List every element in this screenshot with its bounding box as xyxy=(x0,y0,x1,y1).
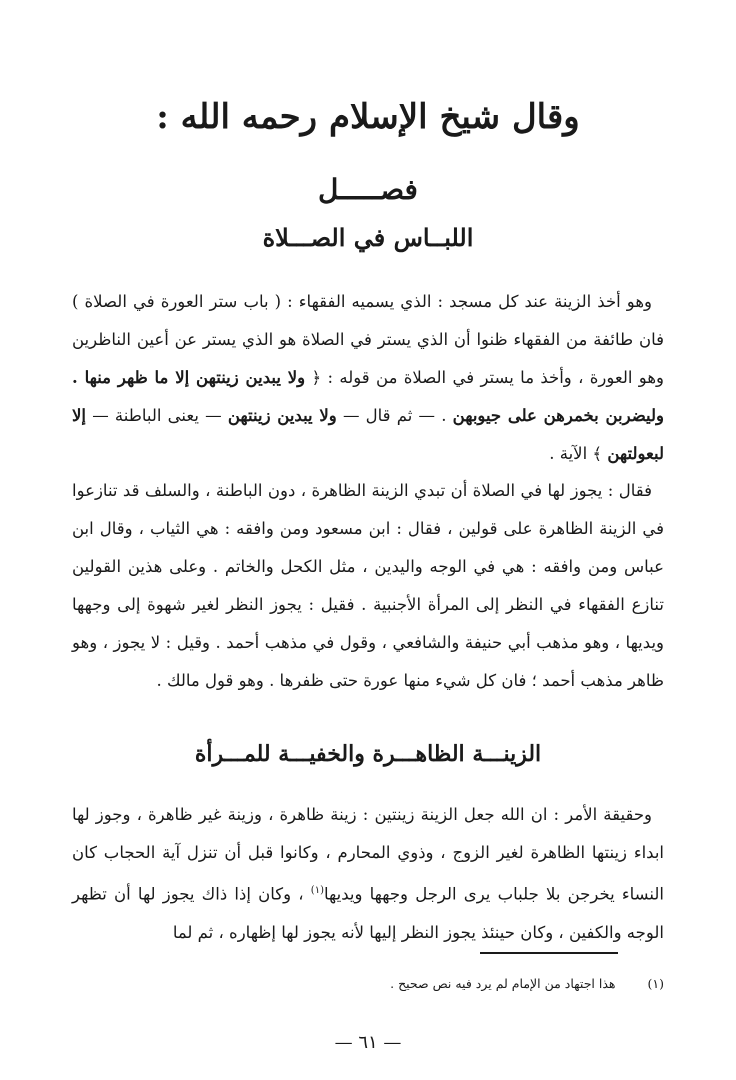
paragraph-1-text-d: ﴾ الآية . xyxy=(549,444,603,463)
paragraph-1-text-b: . — ثم قال — xyxy=(342,406,447,425)
page-number: — ٦١ — xyxy=(334,1032,402,1053)
paragraph-2: فقال : يجوز لها في الصلاة أن تبدي الزينة الظاهرة ، دون الباطنة ، والسلف قد تنازعوا في الزينة الظاهرة على قولين ، فقال : ابن مسعود ومن وافقه : هي الثياب ، وقال ابن عباس ومن وافقه : هي في الوجه واليدين ، مثل الكحل والخاتم . وعلى هذين القولين تنازع الفقهاء في النظر إلى المرأة الأجنبية . فقيل : يجوز النظر لغير شهوة إلى وجهها ويديها ، وهو مذهب أبي حنيفة والشافعي ، وقول في مذهب أحمد . وقيل : لا يجوز ، وهو ظاهر مذهب أحمد ؛ فان كل شيء منها عورة حتى ظفرها . وهو قول مالك . xyxy=(72,481,664,690)
footnote-text: هذا اجتهاد من الإمام لم يرد فيه نص صحيح . xyxy=(390,976,616,991)
paragraph-1-text-c: — يعنى الباطنة — xyxy=(92,406,222,425)
quran-verse-2: ولا يبدين زينتهن xyxy=(227,406,337,425)
quran-verse-1: ولا يبدين زينتهن إلا ما ظهر منها . وليضربن بخمرهن على جيوبهن xyxy=(72,368,664,425)
paragraph-1 xyxy=(72,283,664,473)
footnote xyxy=(72,964,664,1004)
paragraph-3 xyxy=(72,796,664,952)
chapter-heading: فصـــــل xyxy=(318,173,418,206)
footnote-number: (١) xyxy=(647,976,664,991)
main-heading: وقال شيخ الإسلام رحمه الله : xyxy=(156,97,580,137)
section-title: الزينـــة الظاهـــرة والخفيـــة للمـــرأة xyxy=(194,741,542,767)
footnote-divider xyxy=(480,952,618,954)
paragraph-1-text-a: وهو أخذ الزينة عند كل مسجد : الذي يسميه الفقهاء : ( باب ستر العورة في الصلاة ) فان طائفة من الفقهاء ظنوا أن الذي يستر في الصلاة هو الذي يستر عن أعين الناظرين وهو العورة ، وأخذ ما يستر في الصلاة من قوله : ﴿ xyxy=(72,292,664,387)
paragraph-3-text-a: وحقيقة الأمر : ان الله جعل الزينة زينتين : زينة ظاهرة ، وزينة غير ظاهرة ، وجوز لها ابداء زينتها الظاهرة لغير الزوج ، وذوي المحارم ، وكانوا قبل أن تنزل آية الحجاب كان النساء يخرجن بلا جلباب يرى الرجل وجهها ويديها xyxy=(72,805,664,904)
paragraph-3-text-b: ، وكان إذا ذاك يجوز لها أن تظهر الوجه والكفين ، وكان حينئذ يجوز النظر إليها لأنه يجوز لها إظهاره ، ثم لما xyxy=(72,884,664,942)
chapter-subtitle: اللبــاس في الصـــلاة xyxy=(262,223,474,252)
footnote-reference: (١) xyxy=(310,885,324,896)
quran-verse-3: إلا لبعولتهن xyxy=(72,406,664,463)
